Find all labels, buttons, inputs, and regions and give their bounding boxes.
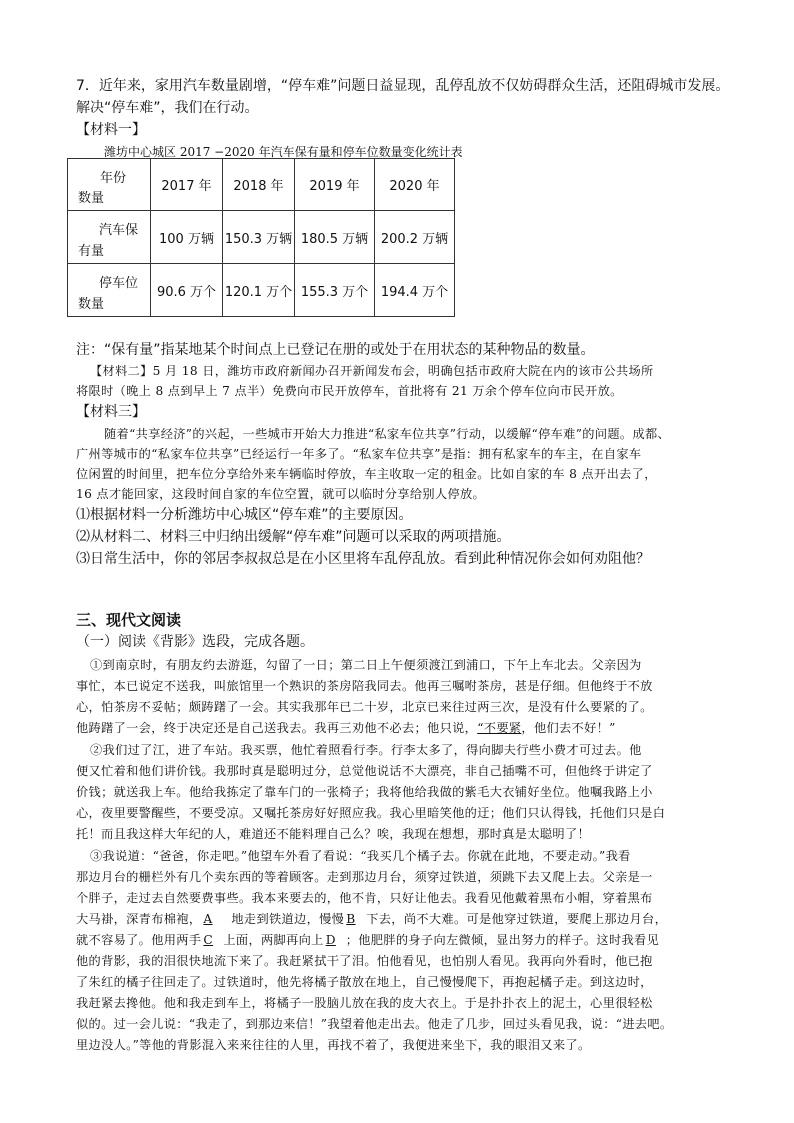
passage-line: ③我说道：“爸爸，你走吧。”他望车外看了看说：“我买几个橘子去。你就在此地，不要走动。”我看 bbox=[90, 849, 631, 863]
table-corner-cell bbox=[68, 159, 151, 211]
passage-line: 便又忙着和他们讲价钱。我那时真是聪明过分，总觉他说话不大漂亮，非自己插嘴不可，但他终于讲定了 bbox=[76, 764, 653, 778]
blank-b: B bbox=[346, 912, 356, 926]
passage-line: 那边月台的栅栏外有几个卖东西的等着顾客。走到那边月台，须穿过铁道，须跳下去又爬上去。父亲是一 bbox=[76, 870, 653, 884]
row-label-line: 有量 bbox=[78, 244, 105, 259]
material-3-label: 【材料三】 bbox=[76, 404, 146, 420]
section-subtitle: （一）阅读《背影》选段，完成各题。 bbox=[76, 634, 314, 650]
row-label-parking-spaces bbox=[68, 264, 151, 317]
row-label-line: 数量 bbox=[78, 297, 105, 312]
year-header: 2017 年 bbox=[151, 159, 223, 211]
passage-line: 价钱；就送我上车。他给我拣定了靠车门的一张椅子；我将他给我做的紫毛大衣铺好坐位。他嘱我路上小 bbox=[76, 785, 653, 799]
passage-text: 上面，两脚再向上 bbox=[223, 933, 324, 947]
section-title: 三、现代文阅读 bbox=[76, 611, 182, 629]
table-cell: 200.2 万辆 bbox=[375, 211, 455, 264]
passage-line: 事忙，本已说定不送我，叫旅馆里一个熟识的茶房陪我同去。他再三嘱咐茶房，甚是仔细。但他终于不放 bbox=[76, 679, 653, 693]
table-cell: 100 万辆 bbox=[151, 211, 223, 264]
material-3-line: 广州等城市的“私家车位共享”已经运行一年多了。“私家车位共享”是指：拥有私家车的车主，在自家车 bbox=[76, 447, 642, 461]
table-row bbox=[68, 211, 455, 264]
row-label-car-ownership bbox=[68, 211, 151, 264]
passage-text: 他踌躇了一会，终于决定还是自己送我去。我再三劝他不必去；他只说， bbox=[76, 721, 478, 735]
passage-line bbox=[76, 909, 667, 929]
passage-line bbox=[76, 930, 659, 950]
year-header: 2019 年 bbox=[295, 159, 375, 211]
sub-question-3: ⑶日常生活中，你的邻居李叔叔总是在小区里将车乱停乱放。看到此种情况你会如何劝阻他？ bbox=[76, 551, 650, 567]
row-label-line: 停车位 bbox=[98, 276, 138, 291]
passage-text: 就不容易了。他用两手 bbox=[76, 933, 202, 947]
passage-line: 个胖子，走过去自然要费事些。我本来要去的，他不肯，只好让他去。我看见他戴着黑布小帽，穿着黑布 bbox=[76, 891, 653, 905]
passage-line: 里边没人。”等他的背影混入来来往往的人里，再找不着了，我便进来坐下，我的眼泪又来了。 bbox=[76, 1038, 591, 1052]
year-header: 2018 年 bbox=[223, 159, 295, 211]
table-caption: 潍坊中心城区 2017 −2020 年汽车保有量和停车位数量变化统计表 bbox=[104, 145, 463, 159]
passage-line: ②我们过了江，进了车站。我买票，他忙着照看行李。行李太多了，得向脚夫行些小费才可过去。他 bbox=[90, 743, 642, 757]
question-7-line-2: 解决“停车难”，我们在行动。 bbox=[76, 100, 259, 116]
material-3-line: 16 点才能回家，这段时间自家的车位空置，就可以临时分享给别人停放。 bbox=[76, 487, 486, 501]
table-cell: 120.1 万个 bbox=[223, 264, 295, 317]
passage-line: 似的。过一会儿说：“我走了，到那边来信！”我望着他走出去。他走了几步，回过头看见我，说：“进去吧。 bbox=[76, 1017, 673, 1031]
table-cell: 180.5 万辆 bbox=[295, 211, 375, 264]
passage-text: ；他肥胖的身子向左微倾，显出努力的样子。这时我看见 bbox=[345, 933, 660, 947]
passage-text: 大马褂，深青布棉袍， bbox=[76, 912, 202, 926]
table-cell: 155.3 万个 bbox=[295, 264, 375, 317]
statistics-table bbox=[67, 158, 455, 317]
passage-line: 他的背影，我的泪很快地流下来了。我赶紧拭干了泪。怕他看见，也怕别人看见。我再向外看时，他已抱 bbox=[76, 954, 653, 968]
underlined-quote: “不要紧 bbox=[477, 721, 522, 735]
passage-line: 了朱红的橘子往回走了。过铁道时，他先将橘子散放在地上，自己慢慢爬下，再抱起橘子走。到这边时， bbox=[76, 975, 653, 989]
passage-text: ，他们去不好！” bbox=[521, 721, 616, 735]
blank-a: A bbox=[203, 912, 213, 926]
table-note: 注：“保有量”指某地某个时间点上已登记在册的或处于在用状态的某种物品的数量。 bbox=[76, 342, 595, 358]
passage-text: 下去，尚不大难。可是他穿过铁道，要爬上那边月台， bbox=[366, 912, 668, 926]
passage-line: ①到南京时，有朋友约去游逛，勾留了一日；第二日上午便须渡江到浦口，下午上车北去。父亲因为 bbox=[90, 658, 642, 672]
passage-line: 托！而且我这样大年纪的人，难道还不能料理自己么？唉，我现在想想，那时真是太聪明了！ bbox=[76, 827, 591, 841]
table-row bbox=[68, 264, 455, 317]
row-label-line: 汽车保 bbox=[98, 223, 138, 238]
blank-d: D bbox=[325, 933, 336, 947]
material-1-label: 【材料一】 bbox=[76, 122, 146, 138]
corner-label-year: 年份 bbox=[99, 171, 126, 186]
corner-label-quantity: 数量 bbox=[78, 191, 105, 206]
sub-question-2: ⑵从材料二、材料三中归纳出缓解“停车难”问题可以采取的两项措施。 bbox=[76, 529, 511, 545]
table-cell: 90.6 万个 bbox=[151, 264, 223, 317]
material-3-line: 随着“共享经济”的兴起，一些城市开始大力推进“私家车位共享”行动，以缓解“停车难”的问题。成都、 bbox=[104, 427, 671, 441]
year-header: 2020 年 bbox=[375, 159, 455, 211]
material-2-line-1: 【材料二】5 月 18 日，潍坊市政府新闻办召开新闻发布会，明确包括市政府大院在内的该市公共场所 bbox=[90, 364, 654, 378]
passage-line bbox=[76, 718, 616, 738]
passage-line: 心，夜里要警醒些，不要受凉。又嘱托茶房好好照应我。我心里暗笑他的迂；他们只认得钱，托他们只是白 bbox=[76, 806, 666, 820]
blank-c: C bbox=[203, 933, 214, 947]
passage-line: 我赶紧去搀他。他和我走到车上，将橘子一股脑儿放在我的皮大衣上。于是扑扑衣上的泥土，心里很轻松 bbox=[76, 996, 653, 1010]
material-3-line: 位闲置的时间里，把车位分享给外来车辆临时停放，车主收取一定的租金。比如自家的车 8 点开出去了， bbox=[76, 467, 657, 481]
passage-line: 心，怕茶房不妥帖；颇踌躇了一会。其实我那年已二十岁，北京已来往过两三次，是没有什么要紧的了。 bbox=[76, 700, 653, 714]
sub-question-1: ⑴根据材料一分析潍坊中心城区“停车难”的主要原因。 bbox=[76, 507, 413, 523]
passage-text: 地走到铁道边，慢慢 bbox=[231, 912, 345, 926]
table-header-row bbox=[68, 159, 455, 211]
table-cell: 150.3 万辆 bbox=[223, 211, 295, 264]
material-2-line-2: 将限时（晚上 8 点到早上 7 点半）免费向市民开放停车，首批将有 21 万余个停车位向市民开放。 bbox=[76, 384, 623, 398]
table-cell: 194.4 万个 bbox=[375, 264, 455, 317]
question-7-line-1: 7．近年来，家用汽车数量剧增，“停车难”问题日益显现，乱停乱放不仅妨碍群众生活，还阻碍城市发展。 bbox=[76, 78, 730, 94]
